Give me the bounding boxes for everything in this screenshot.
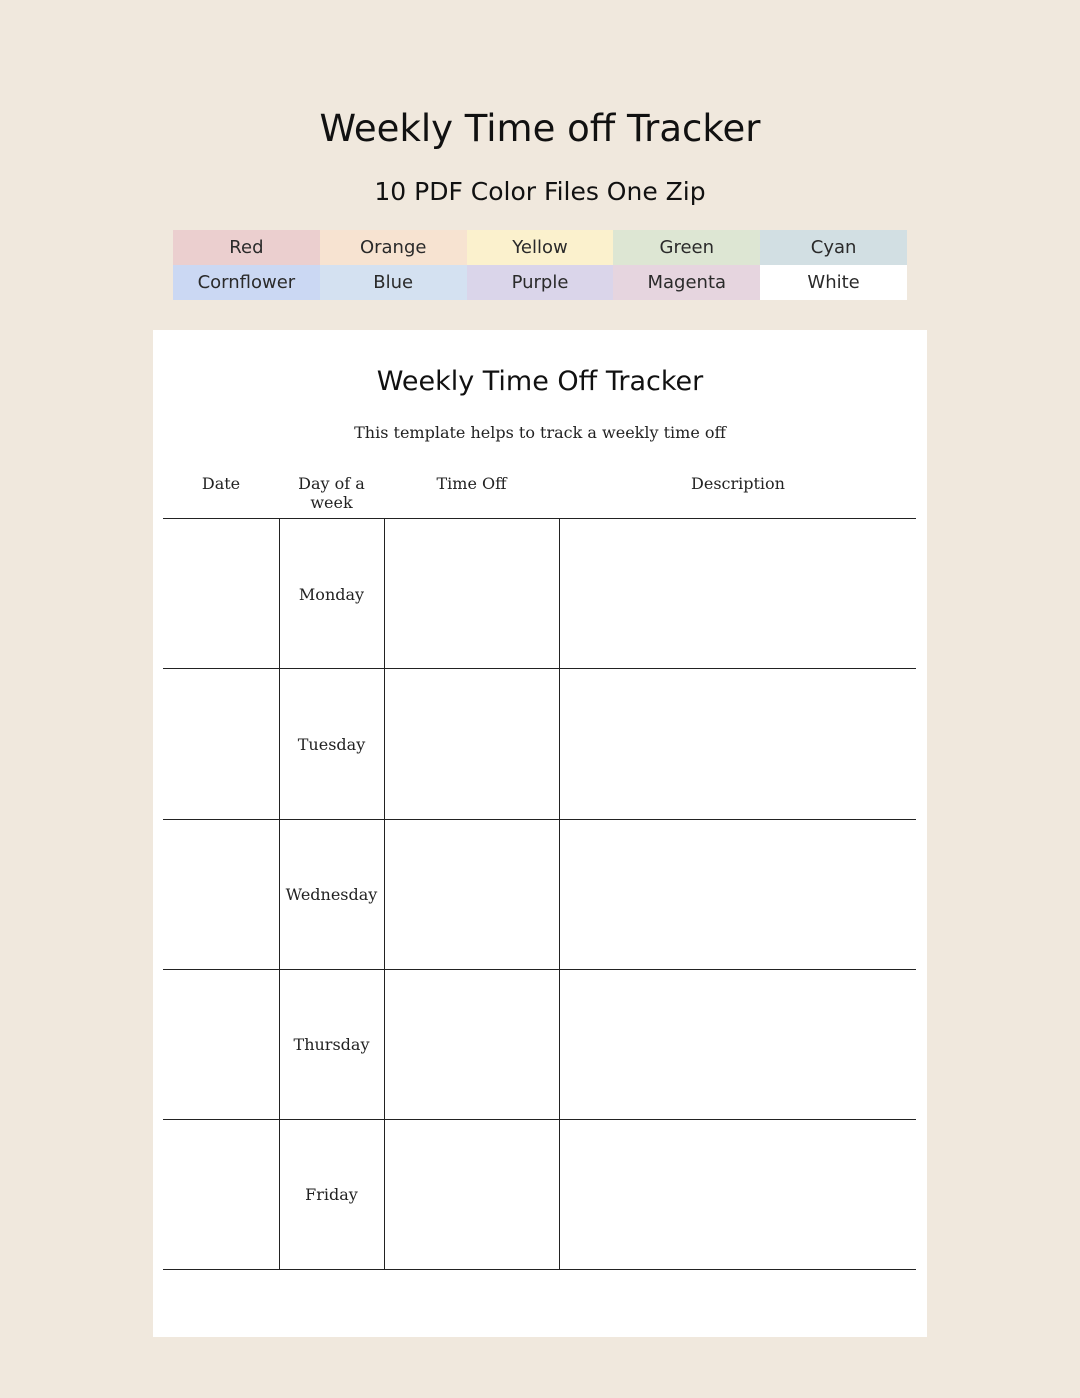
column-header-date: Date <box>201 474 241 493</box>
page-title: Weekly Time off Tracker <box>319 107 761 150</box>
table-bottom-rule <box>163 1269 916 1270</box>
document-title: Weekly Time Off Tracker <box>376 366 704 397</box>
table-header-rule <box>163 518 916 519</box>
table-column-divider <box>559 519 560 1270</box>
color-swatch-purple: Purple <box>467 265 614 300</box>
day-cell-friday: Friday <box>305 1185 358 1204</box>
color-swatch-white: White <box>760 265 907 300</box>
color-swatch-orange: Orange <box>320 230 467 265</box>
table-row-rule <box>163 969 916 970</box>
tracker-document <box>153 330 927 1337</box>
column-header-time-off: Time Off <box>436 474 507 493</box>
day-cell-wednesday: Wednesday <box>285 885 378 904</box>
day-cell-thursday: Thursday <box>293 1035 370 1054</box>
column-header-day: Day of a week <box>298 474 365 512</box>
color-swatch-magenta: Magenta <box>613 265 760 300</box>
day-cell-monday: Monday <box>298 585 365 604</box>
table-row-rule <box>163 1119 916 1120</box>
color-swatch-yellow: Yellow <box>467 230 614 265</box>
color-swatch-green: Green <box>613 230 760 265</box>
color-swatch-blue: Blue <box>320 265 467 300</box>
table-row-rule <box>163 819 916 820</box>
table-row-rule <box>163 668 916 669</box>
day-cell-tuesday: Tuesday <box>297 735 366 754</box>
column-header-description: Description <box>691 474 785 493</box>
color-swatch-cyan: Cyan <box>760 230 907 265</box>
color-swatch-red: Red <box>173 230 320 265</box>
page-subtitle: 10 PDF Color Files One Zip <box>374 177 706 206</box>
table-column-divider <box>384 519 385 1270</box>
color-swatch-cornflower: Cornflower <box>173 265 320 300</box>
document-description: This template helps to track a weekly time off <box>354 423 726 442</box>
color-options-grid <box>173 230 907 300</box>
